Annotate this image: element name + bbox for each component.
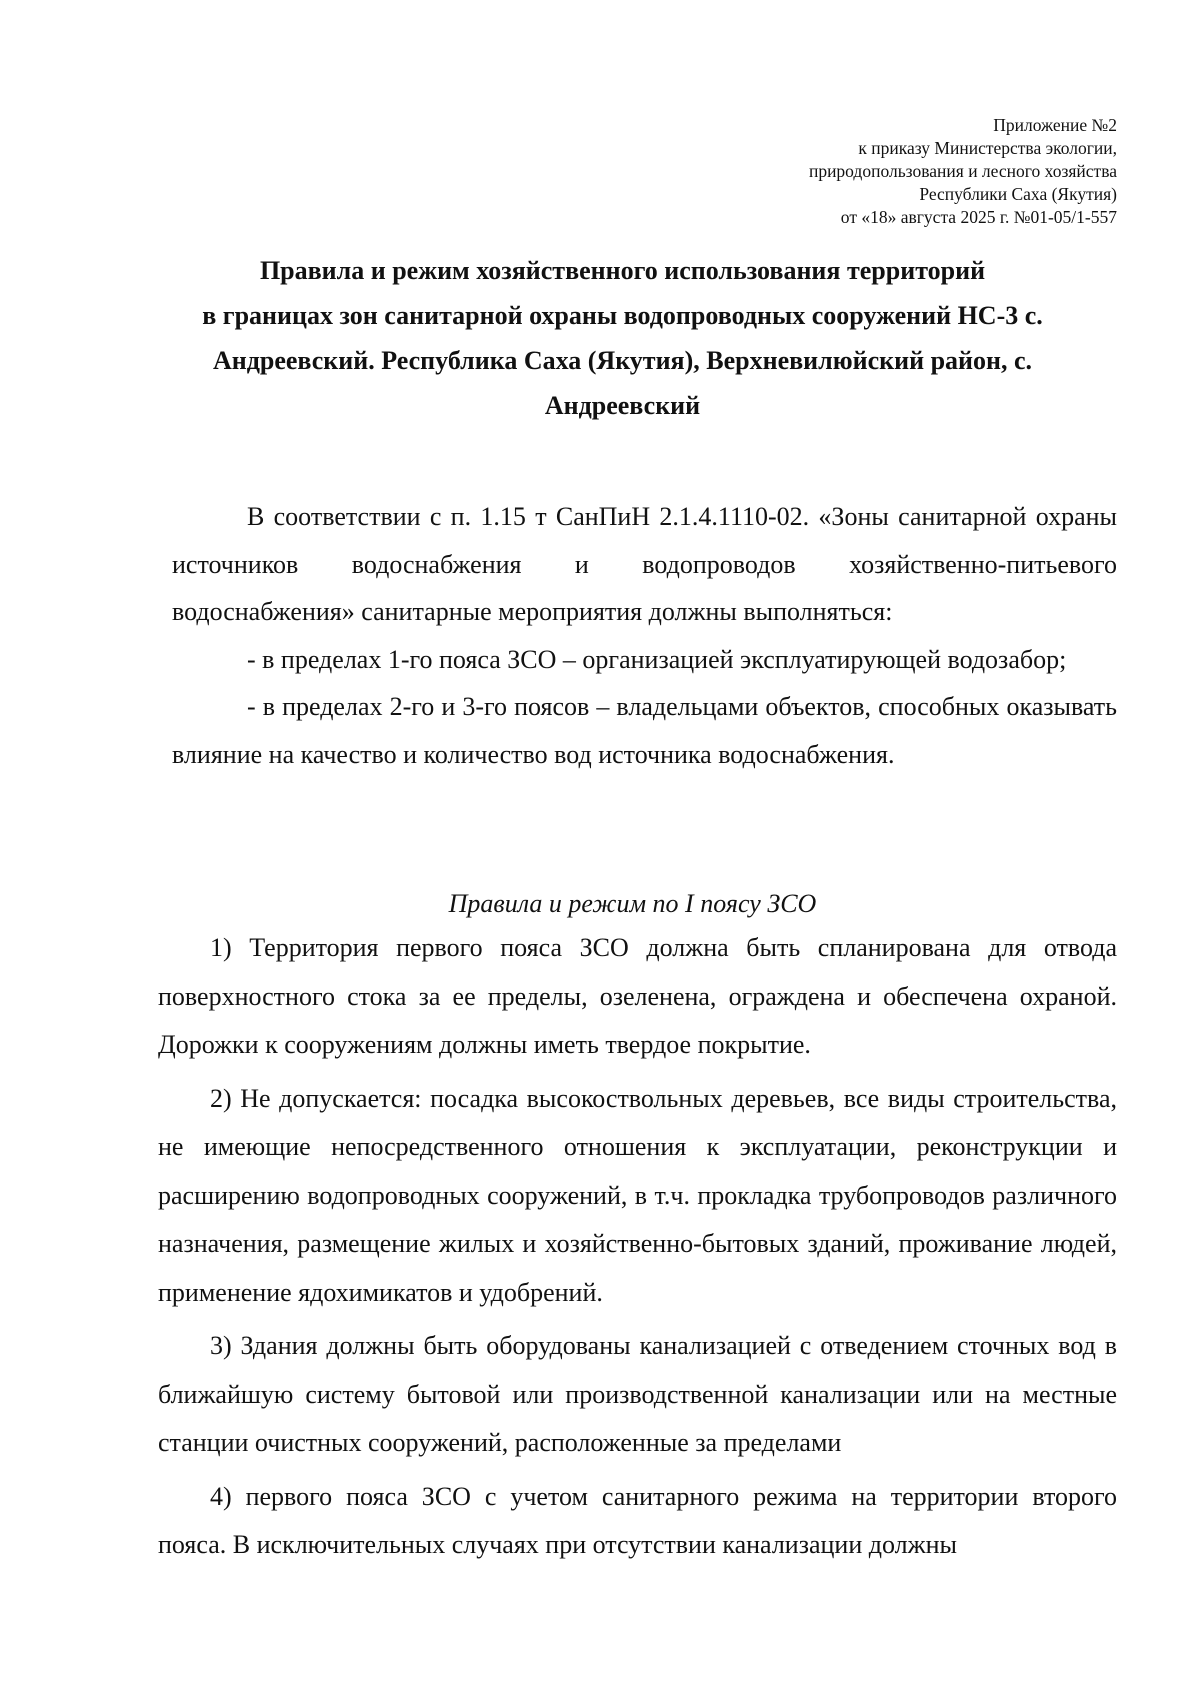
intro-section (172, 493, 1117, 778)
intro-paragraph: - в пределах 1-го пояса ЗСО – организацией эксплуатирующей водозабор; (247, 644, 1067, 674)
appendix-header (809, 114, 1117, 229)
title-line: Андреевский (544, 391, 701, 420)
title-line: Андреевский. Республика Саха (Якутия), Верхневилюйский район, с. (212, 346, 1033, 375)
appendix-order-ref: к приказу Министерства экологии, (858, 138, 1117, 158)
document-title (150, 248, 1095, 428)
title-line: в границах зон санитарной охраны водопроводных сооружений НС-3 с. (202, 301, 1043, 330)
rule-item: 2) Не допускается: посадка высокоствольных деревьев, все виды строительства, не имеющие непосредственного отношения к эксплуатации, реконструкции и расширению водопроводных сооружений, в т.ч. прокладка трубопроводов различного назначения, размещение жилых и хозяйственно-бытовых зданий, проживание людей, применение ядохимикатов и удобрений. (158, 1083, 1117, 1307)
rule-item: 1) Территория первого пояса ЗСО должна быть спланирована для отвода поверхностного стока за ее пределы, озеленена, ограждена и обеспечена охраной. Дорожки к сооружениям должны иметь твердое покрытие. (158, 933, 1117, 1059)
appendix-date: от «18» августа 2025 г. №01-05/1-557 (840, 207, 1117, 227)
intro-paragraph: - в пределах 2-го и 3-го поясов – владельцами объектов, способных оказывать влияние на качество и количество вод источника водоснабжения. (172, 692, 1117, 769)
rule-item: 4) первого пояса ЗСО с учетом санитарного режима на территории второго пояса. В исключительных случаях при отсутствии канализации должны (158, 1481, 1117, 1559)
rules-list (158, 924, 1117, 1575)
section-heading: Правила и режим по I поясу ЗСО (448, 889, 817, 918)
title-line: Правила и режим хозяйственного использования территорий (259, 256, 986, 285)
intro-paragraph: В соответствии с п. 1.15 т СанПиН 2.1.4.1110-02. «Зоны санитарной охраны источников водоснабжения и водопроводов хозяйственно-питьевого водоснабжения» санитарные мероприятия должны выполняться: (172, 502, 1117, 626)
appendix-ministry: природопользования и лесного хозяйства (808, 161, 1117, 181)
rule-item: 3) Здания должны быть оборудованы канализацией с отведением сточных вод в ближайшую систему бытовой или производственной канализации или на местные станции очистных сооружений, расположенные за пределами (158, 1331, 1117, 1457)
appendix-number: Приложение №2 (993, 115, 1117, 135)
appendix-republic: Республики Саха (Якутия) (919, 184, 1117, 204)
